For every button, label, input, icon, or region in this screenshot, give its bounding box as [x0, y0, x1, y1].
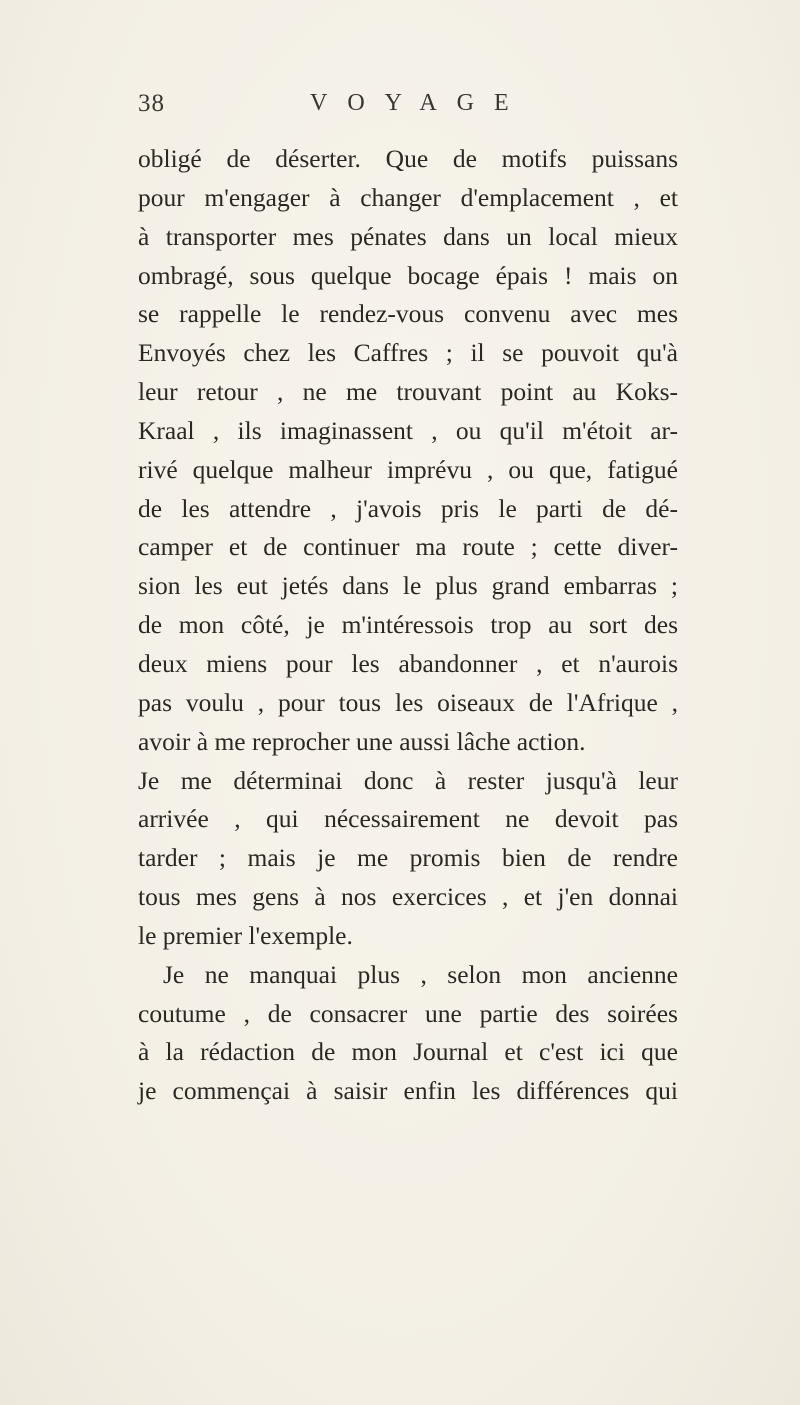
text-line: camper et de continuer ma route ; cette diver-: [138, 532, 678, 562]
text-line: de les attendre , j'avois pris le parti de dé-: [138, 493, 678, 523]
text-line: tous mes gens à nos exercices , et j'en donnai: [138, 882, 678, 912]
body-text: [138, 140, 678, 1111]
text-line: à la rédaction de mon Journal et c'est ici que: [138, 1037, 678, 1067]
text-line: coutume , de consacrer une partie des soirées: [138, 998, 678, 1028]
text-line: rivé quelque malheur imprévu , ou que, fatigué: [138, 454, 678, 484]
text-line: pour m'engager à changer d'emplacement , et: [138, 182, 678, 212]
text-line: arrivée , qui nécessairement ne devoit pas: [138, 804, 678, 834]
text-line: Je me déterminai donc à rester jusqu'à leur: [138, 765, 678, 795]
paragraph-end-line: avoir à me reprocher une aussi lâche action.: [138, 726, 586, 756]
text-line: tarder ; mais je me promis bien de rendre: [138, 843, 678, 873]
text-line: Envoyés chez les Caffres ; il se pouvoit qu'à: [138, 338, 678, 368]
paragraph-start-line: Je ne manquai plus , selon mon ancienne: [163, 959, 678, 989]
text-line: obligé de déserter. Que de motifs puissans: [138, 144, 678, 173]
text-line: pas voulu , pour tous les oiseaux de l'Afrique ,: [138, 687, 678, 717]
page-number: 38: [138, 90, 165, 117]
text-line: sion les eut jetés dans le plus grand embarras ;: [138, 571, 678, 601]
text-line: ombragé, sous quelque bocage épais ! mais on: [138, 260, 678, 290]
text-line: de mon côté, je m'intéressois trop au sort des: [138, 610, 678, 640]
text-line: Kraal , ils imaginassent , ou qu'il m'étoit ar-: [138, 415, 678, 445]
page-header: [138, 90, 678, 126]
text-line: leur retour , ne me trouvant point au Koks-: [138, 377, 678, 407]
running-title: VOYAGE: [310, 90, 529, 116]
text-line: je commençai à saisir enfin les différences qui: [138, 1076, 678, 1106]
text-line: deux miens pour les abandonner , et n'aurois: [138, 648, 678, 678]
text-line: se rappelle le rendez-vous convenu avec mes: [138, 299, 678, 329]
text-line: à transporter mes pénates dans un local mieux: [138, 221, 678, 251]
paragraph-end-line: le premier l'exemple.: [138, 920, 353, 950]
